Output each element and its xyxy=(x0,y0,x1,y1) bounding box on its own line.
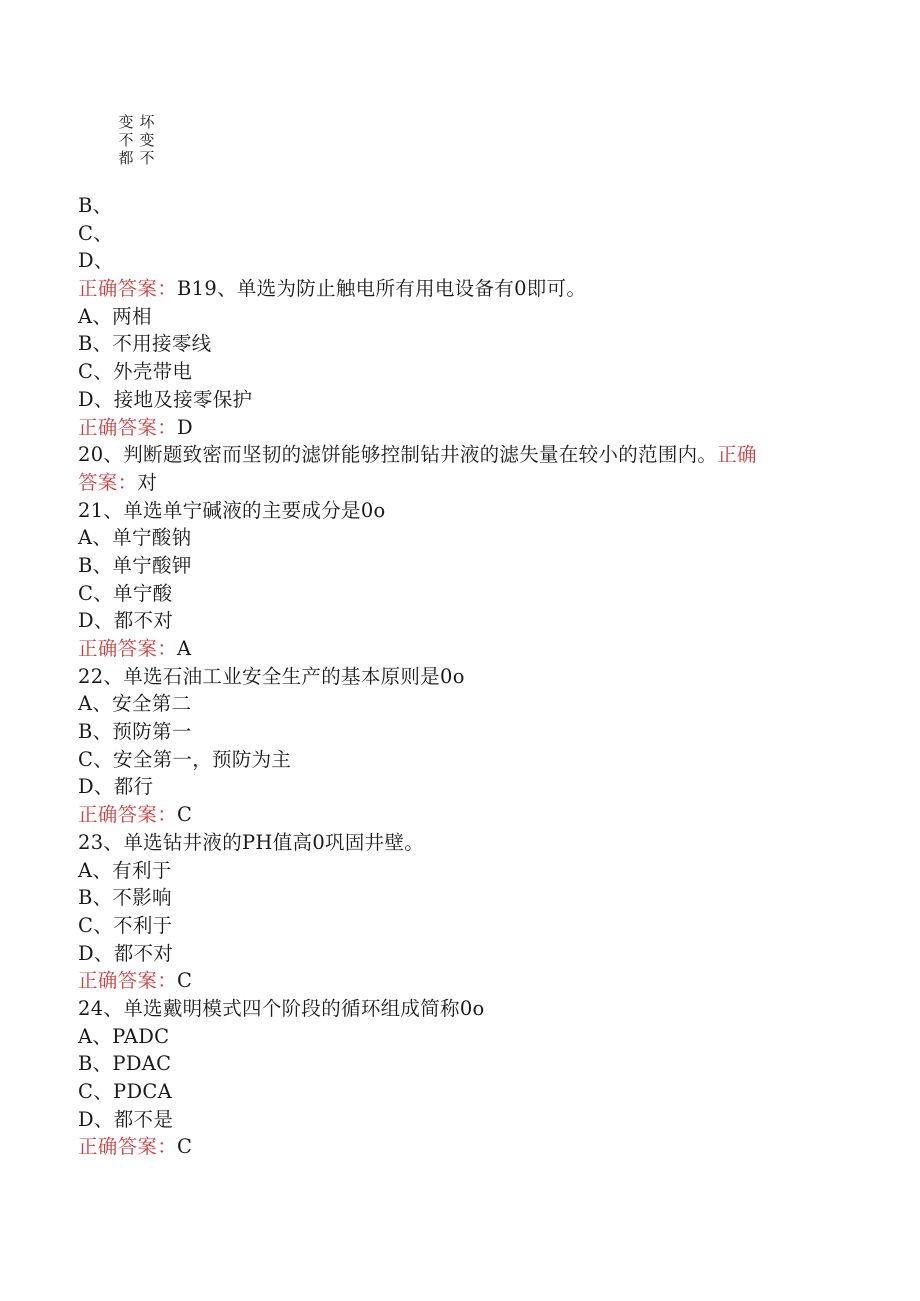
option-line: A、安全第二 xyxy=(78,692,192,716)
question-text: 19、单选为防止触电所有用电设备有0即可。 xyxy=(191,277,587,301)
answer-label: 正确答案： xyxy=(78,415,178,439)
option-line: B、PDAC xyxy=(78,1052,172,1076)
question-text: 22、单选石油工业安全生产的基本原则是0o xyxy=(78,664,465,688)
option-line: D、都不对 xyxy=(78,609,174,633)
vertical-fragment-left xyxy=(117,113,135,167)
answer-line xyxy=(78,1133,838,1161)
option-line: A、两相 xyxy=(78,304,152,328)
fragment-char: 变 xyxy=(118,113,134,131)
option-line: C、PDCA xyxy=(78,1080,172,1103)
answer-label: 正确答案： xyxy=(78,969,178,993)
option-line: D、接地及接零保护 xyxy=(78,387,253,411)
answer-line xyxy=(78,801,838,829)
fragment-char: 不 xyxy=(139,149,155,167)
option-line: B、单宁酸钾 xyxy=(78,553,192,577)
question-text: 21、单选单宁碱液的主要成分是0o xyxy=(78,498,386,522)
option-line: B、不影响 xyxy=(78,886,172,910)
answer-label: 正确答案： xyxy=(78,637,178,660)
option-line: B、不用接零线 xyxy=(78,332,212,356)
option-line: C、单宁酸 xyxy=(78,581,173,605)
answer-label: 正确答案： xyxy=(78,277,178,301)
option-line: D、都行 xyxy=(78,775,154,799)
answer-value: A xyxy=(177,637,192,660)
option-line: B、 xyxy=(78,194,113,217)
option-line: C、不利于 xyxy=(78,913,173,937)
option-line: A、有利于 xyxy=(78,858,172,882)
question-text: 20、判断题致密而坚韧的滤饼能够控制钻井液的滤失量在较小的范围内。 xyxy=(78,443,718,467)
option-line: C、安全第一，预防为主 xyxy=(78,747,292,771)
answer-value: D xyxy=(177,415,193,439)
option-line: C、外壳带电 xyxy=(78,360,193,384)
question-text: 24、单选戴明模式四个阶段的循环组成简称0o xyxy=(78,996,485,1020)
answer-line xyxy=(78,414,838,442)
option-line: D、都不是 xyxy=(78,1107,174,1131)
question-list xyxy=(78,192,838,1161)
vertical-fragment-right xyxy=(138,113,156,167)
question-20-line-2 xyxy=(78,469,838,497)
answer-value: C xyxy=(177,969,193,993)
question-20-line-1 xyxy=(78,441,838,469)
option-line: B、预防第一 xyxy=(78,720,192,744)
option-line: D、都不对 xyxy=(78,941,174,965)
answer-and-question-19 xyxy=(78,275,838,303)
question-text: 23、单选钻井液的PH值高0巩固井壁。 xyxy=(78,830,425,854)
answer-line xyxy=(78,635,838,663)
answer-value: 对 xyxy=(137,470,158,494)
fragment-char: 坏 xyxy=(139,113,155,131)
answer-label: 正确答案： xyxy=(78,1135,178,1159)
answer-label: 答案： xyxy=(78,470,138,494)
answer-value: B xyxy=(177,277,192,301)
option-line: D、 xyxy=(78,249,114,273)
option-line: A、PADC xyxy=(78,1024,170,1048)
fragment-char: 都 xyxy=(118,149,134,167)
fragment-char: 变 xyxy=(139,131,155,149)
fragment-char: 不 xyxy=(118,131,134,149)
answer-value: C xyxy=(177,803,193,827)
answer-value: C xyxy=(177,1135,193,1159)
option-line: A、单宁酸钠 xyxy=(78,526,192,550)
option-line: C、 xyxy=(78,221,114,245)
answer-label: 正确答案： xyxy=(78,803,178,827)
answer-label: 正确 xyxy=(717,443,757,467)
answer-line xyxy=(78,967,838,995)
